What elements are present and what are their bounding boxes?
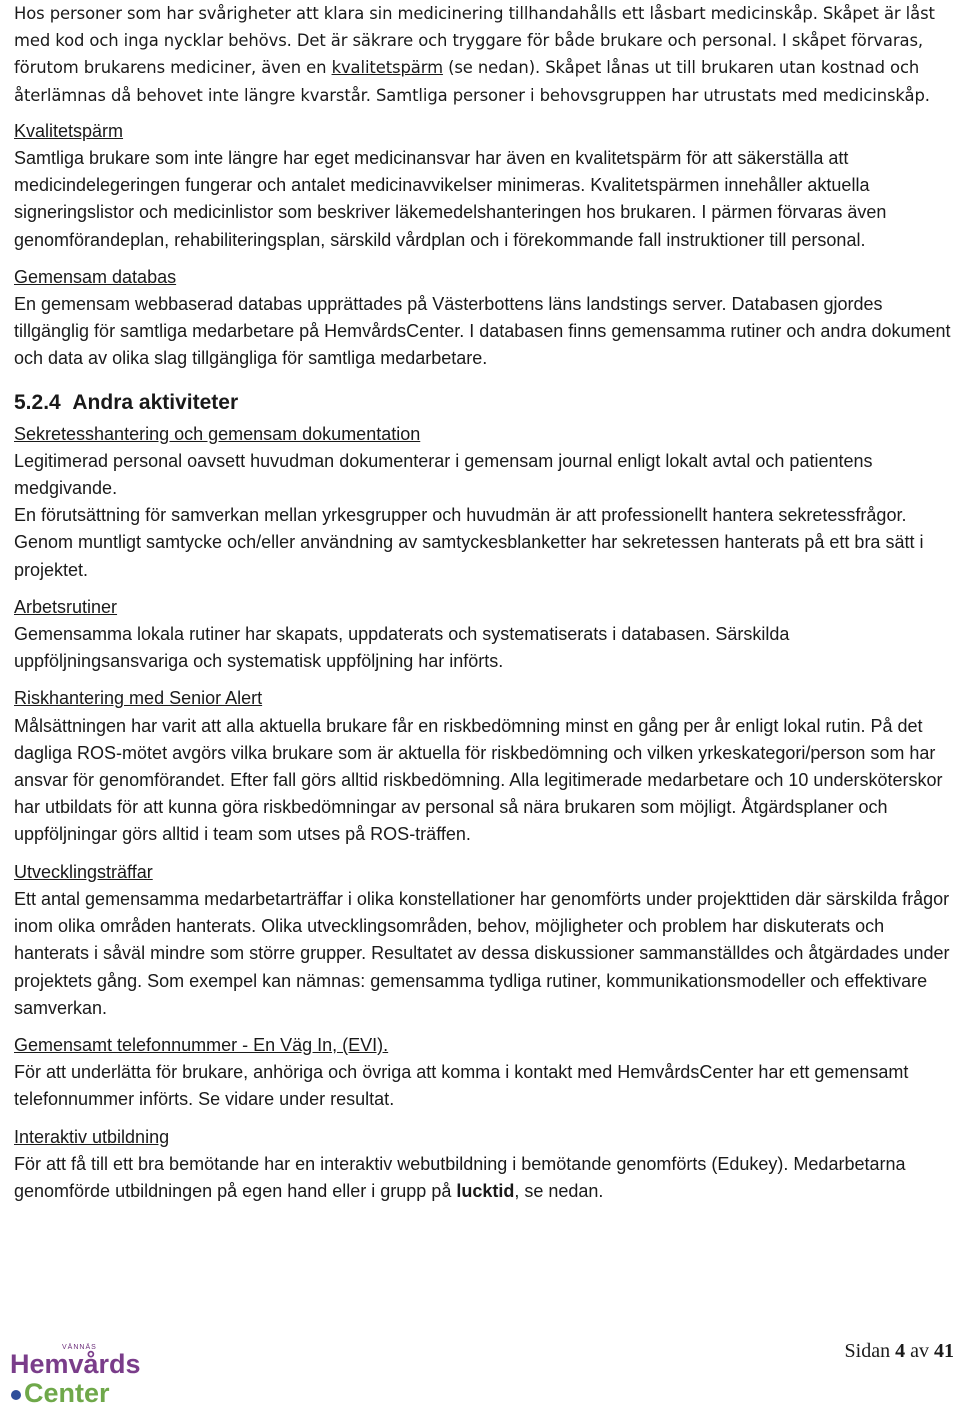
- databas-section: [14, 264, 954, 373]
- sekretess-body-2: En förutsättning för samverkan mellan yrkesgrupper och huvudmän är att professionellt hantera sekretessfrågor. Genom muntligt samtycke och/eller användning av samtyckesblanketter har sekretessen hanterats på ett bra sätt i projektet.: [14, 505, 924, 580]
- arbetsrutiner-body: Gemensamma lokala rutiner har skapats, uppdaterats och systematiserats i databasen. Särskilda uppföljningsansvariga och systematisk uppföljning har införts.: [14, 624, 790, 672]
- databas-body: En gemensam webbaserad databas upprättades på Västerbottens läns landstings server. Databasen gjordes tillgänglig för samtliga medarbetare på HemvårdsCenter. I databasen finns gemensamma rutiner och andra dokument och data av olika slag tillgängliga för samtliga medarbetare.: [14, 294, 951, 369]
- intro-text-a: Hos personer som har svårigheter att klara sin medicinering tillhandahålls ett låsbart medicinskåp. Skåpet är låst med kod och inga nycklar behövs. Det är säkrare och tryggare för både brukare och personal. I skåpet förvaras, förutom brukarens mediciner, även en: [14, 4, 935, 78]
- utbildning-text-b: , se nedan.: [514, 1180, 604, 1201]
- page-of: av: [910, 1340, 929, 1362]
- utveckling-section: [14, 859, 954, 1022]
- risk-heading: Riskhantering med Senior Alert: [14, 688, 263, 709]
- kvalitet-body: Samtliga brukare som inte längre har eget medicinansvar har även en kvalitetspärm för att säkerställa att medicindelegeringen fungerar och antalet medicinavvikelser minimeras. Kvalitetspärmen innehåller aktuella signeringslistor och medicinlistor som beskriver läkemedelshanteringen hos brukaren. I pärmen förvaras även genomförandeplan, rehabiliteringsplan, särskild vårdplan och i förekommande fall instruktioner till personal.: [14, 148, 887, 250]
- page-word: Sidan: [844, 1340, 891, 1362]
- lucktid-bold: lucktid: [456, 1180, 515, 1201]
- hemvardscenter-logo: [6, 1340, 154, 1410]
- arbetsrutiner-heading: Arbetsrutiner: [14, 596, 118, 617]
- risk-body: Målsättningen har varit att alla aktuella brukare får en riskbedömning minst en gång per år enligt lokal rutin. På det dagliga ROS-mötet avgörs vilka brukare som är aktuella för riskbedömning och vilken yrkeskategori/person som har ansvar för genomförandet. Efter fall görs alltid riskbedömning. Alla legitimerade medarbetare och 10 undersköterskor har utbildats för att kunna göra riskbedömningar av personal så nära brukaren som möjligt. Åtgärdsplaner och uppföljningar görs alltid i team som utses på ROS-träffen.: [14, 715, 943, 845]
- sekretess-heading: Sekretesshantering och gemensam dokumentation: [14, 423, 421, 444]
- intro-text-b: (se nedan). Skåpet lånas ut till brukaren utan kostnad och återlämnas då behovet inte längre kvarstår. Samtliga personer i behovsgruppen har utrustats med medicinskåp.: [14, 58, 930, 105]
- utveckling-body: Ett antal gemensamma medarbetarträffar i olika konstellationer har genomförts under projekttiden där särskilda frågor inom olika områden hanterats. Olika utvecklingsområden, behov, möjligheter och problem har diskuterats och hanterats i såväl mindre som större grupper. Resultatet av dessa diskussioner sammanställdes och åtgärdades under projektets gång. Som exempel kan nämnas: gemensamma tydliga rutiner, kommunikationsmodeller och effektivare samverkan.: [14, 888, 950, 1018]
- logo-top-text: VÄNNÄS: [62, 1344, 97, 1351]
- telefon-body: För att underlätta för brukare, anhöriga och övriga att komma i kontakt med HemvårdsCenter har ett gemensamt telefonnummer införts. Se vidare under resultat.: [14, 1062, 909, 1110]
- page-number: [845, 1340, 954, 1363]
- kvalitetsparm-link[interactable]: kvalitetspärm: [331, 58, 443, 78]
- risk-section: [14, 685, 954, 848]
- intro-section: [14, 0, 954, 109]
- document-page: [14, 0, 954, 1205]
- intro-paragraph: [14, 0, 954, 109]
- arbetsrutiner-section: [14, 594, 954, 676]
- section-title: Andra aktiviteter: [72, 390, 239, 414]
- utbildning-section: [14, 1124, 954, 1206]
- utbildning-text-a: För att få till ett bra bemötande har en interaktiv webutbildning i bemötande genomförts (Edukey). Medarbetarna genomförde utbildningen på egen hand eller i grupp på: [14, 1153, 906, 1201]
- telefon-heading: Gemensamt telefonnummer - En Väg In, (EVI).: [14, 1034, 389, 1055]
- logo-line1: Hemvårds: [10, 1349, 141, 1379]
- logo-line2: Center: [24, 1378, 110, 1408]
- utveckling-heading: Utvecklingsträffar: [14, 861, 153, 882]
- section-heading: [14, 389, 954, 417]
- logo-dot-icon: [11, 1390, 21, 1400]
- section-number: 5.2.4: [14, 390, 61, 414]
- utbildning-body: [14, 1151, 954, 1205]
- kvalitet-heading: Kvalitetspärm: [14, 120, 124, 141]
- sekretess-section: [14, 421, 954, 584]
- utbildning-heading: Interaktiv utbildning: [14, 1126, 170, 1147]
- page-total: 41: [934, 1340, 954, 1362]
- kvalitet-section: [14, 118, 954, 254]
- page-current: 4: [895, 1340, 906, 1362]
- sekretess-body-1: Legitimerad personal oavsett huvudman dokumenterar i gemensam journal enligt lokalt avtal och patientens medgivande.: [14, 450, 873, 499]
- section-heading-block: [14, 389, 954, 417]
- databas-heading: Gemensam databas: [14, 266, 177, 287]
- telefon-section: [14, 1032, 954, 1114]
